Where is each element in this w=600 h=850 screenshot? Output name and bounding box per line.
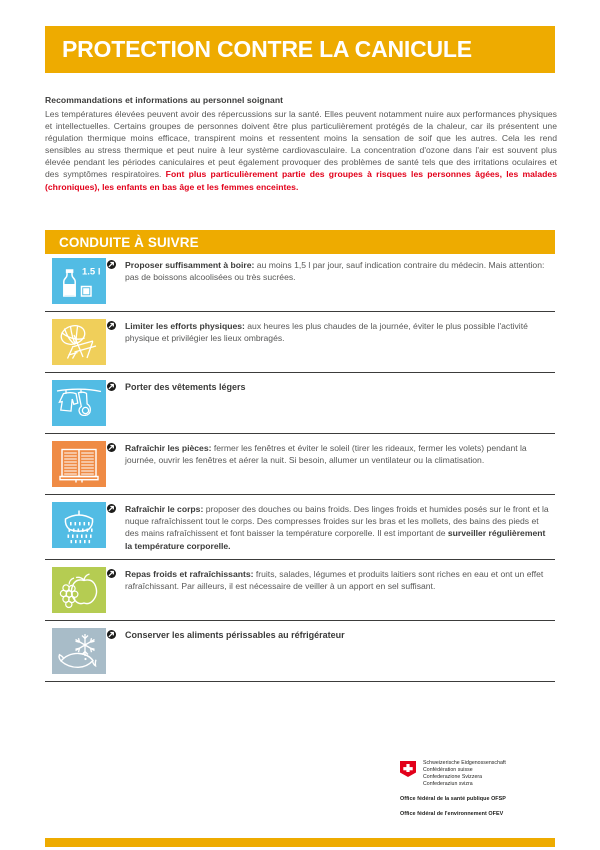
advice-text	[106, 319, 555, 344]
arrow-bullet-icon	[107, 443, 116, 452]
office-line: Office fédéral de la santé publique OFSP	[400, 796, 506, 803]
advice-lead: Proposer suffisamment à boire:	[125, 260, 255, 270]
shower-icon	[52, 502, 106, 548]
advice-lead: Rafraîchir les pièces:	[125, 443, 212, 453]
advice-row	[45, 373, 555, 434]
advice-text	[106, 502, 555, 552]
intro-body-highlight: Font plus particulièrement partie des groupes à risques les personnes âgées, les malades (chroniques), les enfants en bas âge et les femmes enceintes.	[45, 169, 558, 192]
bottom-accent-bar	[45, 838, 555, 847]
swiss-confederation-logo	[400, 760, 560, 788]
advice-detail: proposer des douches ou bains froids. Des linges froids et humides posés sur le front et la nuque rafraîchissent tout le corps. Des compresses froides sur les bras et les mollets, des bains des pieds et des mains rafraîchissent et font baisser la température corporelle. Il est important de	[125, 504, 549, 539]
swiss-language-line: Confederazione Svizzera	[423, 774, 483, 781]
advice-row	[45, 312, 555, 373]
swiss-language-line: Confederaziun svizra	[423, 781, 473, 788]
section-header-bar	[45, 230, 555, 254]
advice-row	[45, 560, 555, 621]
arrow-bullet-icon	[107, 321, 116, 330]
advice-detail: au moins 1,5 l par jour, sauf indication contraire du médecin. Mais attention: pas de boissons alcoolisées ou très sucrées.	[125, 260, 545, 283]
intro-body	[45, 108, 557, 193]
swiss-languages	[423, 760, 506, 788]
fruits-icon	[52, 567, 106, 613]
intro-block	[45, 95, 557, 193]
advice-row	[45, 621, 555, 682]
office-line: Office fédéral de l'environnement OFEV	[400, 811, 504, 818]
advice-text	[106, 258, 555, 283]
advice-text	[106, 567, 555, 592]
section-header-label: CONDUITE À SUIVRE	[59, 234, 199, 250]
advice-lead: Repas froids et rafraîchissants:	[125, 568, 254, 579]
advice-row	[45, 495, 555, 560]
advice-text	[106, 628, 555, 641]
window-shutters-icon	[52, 441, 106, 487]
swiss-flag-icon	[400, 761, 416, 782]
arrow-bullet-icon	[107, 569, 116, 578]
advice-text	[106, 380, 555, 393]
advice-list	[45, 258, 555, 682]
advice-row	[45, 258, 555, 312]
intro-body-plain: Les températures élevées peuvent avoir des répercussions sur la santé. Elles peuvent notamment nuire aux performances physiques et intellectuelles. Certains groupes de personnes doivent être plus particulièrement protégés de la chaleur, car ils présentent une régulation thermique moins efficace, transpirent moins et ressentent moins la sensation de soif que les autres. Cela les rend sensibles au stress thermique et peut nuire à leur système cardiovasculaire. La concentration d'ozone dans l'air est souvent plus élevée pendant les périodes caniculaires et peut également provoquer des problèmes de santé tels que des irritations oculaires et des symptômes respiratoires.	[45, 109, 557, 180]
parasol-and-deckchair-icon	[52, 319, 106, 365]
advice-detail: fermer les fenêtres et éviter le soleil (tirer les rideaux, fermer les volets) pendant la journée, ouvrir les fenêtres et aérer la nuit. Si besoin, allumer un ventilateur ou la climatisation.	[125, 443, 527, 466]
footer-block	[400, 760, 560, 826]
swiss-language-line: Schweizerische Eidgenossenschaft	[423, 760, 506, 766]
clothes-on-line-icon	[52, 380, 106, 426]
advice-detail: fruits, salades, légumes et produits laitiers sont riches en eau et ont un effet rafraîchissant. Par ailleurs, il est nécessaire de veiller à un apport en sel suffisant.	[125, 568, 544, 592]
svg-text:1.5 l: 1.5 l	[82, 266, 101, 278]
advice-lead: Rafraîchir le corps:	[125, 504, 204, 514]
intro-heading: Recommandations et informations au personnel soignant	[45, 95, 284, 105]
arrow-bullet-icon	[107, 630, 116, 639]
advice-text	[106, 441, 555, 466]
advice-lead: Limiter les efforts physiques:	[125, 321, 245, 331]
advice-detail: aux heures les plus chaudes de la journée, éviter le plus possible l'activité physique et privilégier les lieux ombragés.	[125, 321, 528, 344]
swiss-language-line: Confédération suisse	[423, 767, 473, 774]
snowflake-and-fish-icon	[52, 628, 106, 674]
advice-lead: Conserver les aliments périssables au réfrigérateur	[125, 629, 345, 640]
advice-lead: Porter des vêtements légers	[125, 382, 246, 392]
office-lines	[400, 796, 560, 818]
arrow-bullet-icon	[107, 382, 116, 391]
page-title: PROTECTION CONTRE LA CANICULE	[62, 36, 472, 62]
bottle-and-glass-icon	[52, 258, 106, 304]
title-banner	[45, 26, 555, 73]
advice-row	[45, 434, 555, 495]
arrow-bullet-icon	[107, 504, 116, 513]
advice-emphasis: surveiller régulièrement la température corporelle.	[125, 528, 546, 551]
arrow-bullet-icon	[107, 260, 116, 269]
